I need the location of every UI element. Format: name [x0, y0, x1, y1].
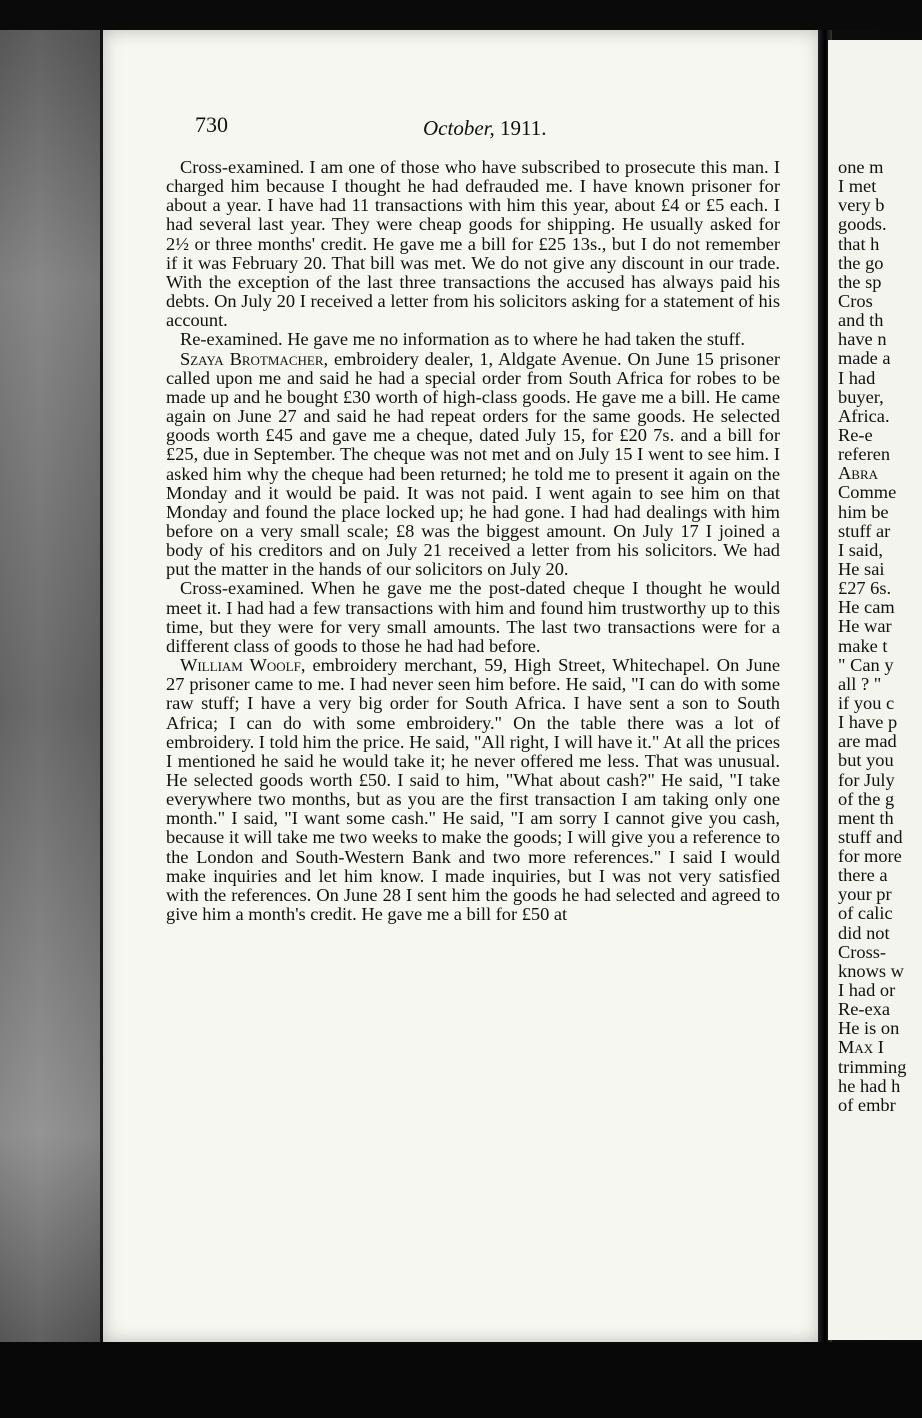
facing-page-line: the sp — [838, 271, 882, 292]
facing-page-line: the go — [838, 252, 884, 273]
top-shadow — [0, 0, 922, 30]
facing-page-line: stuff and — [838, 826, 903, 847]
facing-page-line: Max I — [838, 1037, 884, 1058]
facing-page-line: I had — [838, 367, 876, 388]
witness-name: William Woolf — [180, 655, 301, 676]
facing-page-line: Abra — [838, 463, 879, 484]
page-number: 730 — [195, 112, 228, 137]
facing-page-line: goods. — [838, 214, 887, 235]
facing-page-line: and th — [838, 310, 884, 331]
facing-page-line: I have p — [838, 712, 898, 733]
facing-page-line: Re-e — [838, 424, 873, 445]
facing-page-line: but you — [838, 750, 894, 771]
facing-page-line: He is on — [838, 1018, 900, 1039]
facing-page-line: did not — [838, 922, 890, 943]
paragraph — [166, 158, 780, 330]
paragraph-text: Re-examined. He gave me no information as to where he had taken the stuff. — [180, 329, 745, 350]
facing-page-line: " Can y — [838, 654, 894, 675]
paragraph-text: Cross-examined. I am one of those who have subscribed to prosecute this man. I charged him because I thought he had defrauded me. I have known prisoner for about a year. I have had 11 transactions with him this year, about £4 or £5 each. I had several last year. They were cheap goods for shipping. He usually asked for 2½ or three months' credit. He gave me a bill for £25 13s., but I do not remember if it was February 20. That bill was met. We do not give any discount in our trade. With the exception of the last three transactions the accused has always paid his debts. On July 20 I received a letter from his solicitors asking for a statement of his account. — [166, 157, 780, 331]
facing-page-line: very b — [838, 195, 885, 216]
paragraph-text: , embroidery merchant, 59, High Street, Whitechapel. On June 27 prisoner came to me. I had never seen him before. He said, "I can do with some raw stuff; I have a very big order for South Africa. I have sent a son to South Africa; I can do with some embroidery." On the table there was a lot of embroidery. I told him the price. He said, "All right, I will have it." At all the prices I mentioned he said he would take it; he never offered me less. That was unusual. He selected goods worth £50. I said to him, "What about cash?" He said, "I take everywhere two months, but as you are the first transaction I am taking only one month." I said, "I want some cash." He said, "I am sorry I cannot give you cash, because it will take me two weeks to make the goods; I will give you a reference to the London and South-Western Bank and two more references." I said I would make inquiries and let him know. I made inquiries, but I was not very satisfied with the references. On June 28 I sent him the goods he had selected and agreed to give him a month's credit. He gave me a bill for £50 at — [166, 655, 780, 925]
facing-page-text — [838, 158, 922, 1115]
paragraph-text: , embroidery dealer, 1, Aldgate Avenue. On June 15 prisoner called upon me and said he had a special order from South Africa for robes to be made up and he bought £30 worth of high-class goods. He gave me a bill. He came again on June 27 and said he had repeat orders for the same goods. He selected goods worth £45 and gave me a cheque, dated July 15, for £20 7s. and a bill for £25, due in September. The cheque was not met and on July 15 I went to see him. I asked him why the cheque had been returned; he told me to present it again on the Monday and it would be paid. It was not paid. I went again to see him on that Monday and found the place locked up; he had gone. I had had dealings with him before on a very small scale; £8 was the biggest amount. On July 17 I joined a body of his creditors and on July 21 received a letter from his solicitors. We had put the matter in the hands of our solicitors on July 20. — [166, 348, 780, 580]
facing-page-line: made a — [838, 348, 891, 369]
book-edge-left — [0, 0, 100, 1418]
facing-page-line: Cros — [838, 290, 873, 311]
facing-page-line: of the g — [838, 788, 895, 809]
facing-page-line: there a — [838, 865, 888, 886]
facing-page-line: He war — [838, 616, 892, 637]
paragraph — [166, 350, 780, 580]
running-title-month: October, — [423, 116, 495, 140]
bottom-shadow — [0, 1342, 922, 1418]
paragraph — [166, 579, 780, 656]
facing-page-line: referen — [838, 444, 891, 465]
facing-page-line: Africa. — [838, 405, 890, 426]
facing-page-line: if you c — [838, 692, 895, 713]
facing-page-line: trimming — [838, 1056, 907, 1077]
facing-page-line: he had h — [838, 1075, 901, 1096]
facing-page-line: for July — [838, 769, 895, 790]
running-title — [423, 116, 546, 141]
facing-page-line: one m — [838, 157, 884, 177]
facing-page-line: make t — [838, 635, 888, 656]
witness-name: Szaya Brotmacher — [180, 348, 324, 369]
facing-page-line: of calic — [838, 903, 893, 924]
facing-page-line: He cam — [838, 597, 895, 618]
facing-page-line: of embr — [838, 1094, 896, 1115]
facing-page-line: I said, — [838, 539, 883, 560]
facing-page-line: your pr — [838, 884, 892, 905]
facing-page-line: all ? " — [838, 673, 882, 694]
facing-page-line: Re-exa — [838, 999, 891, 1020]
page-header — [195, 112, 775, 142]
paragraph — [166, 330, 780, 349]
body-text — [166, 158, 780, 924]
facing-page-line: Cross- — [838, 941, 887, 962]
facing-page-line: I had or — [838, 980, 896, 1001]
facing-page-line: buyer, — [838, 386, 884, 407]
facing-page-line: that h — [838, 233, 880, 254]
facing-page-line: for more — [838, 846, 902, 867]
facing-page-line: knows w — [838, 960, 904, 981]
facing-page-line: are mad — [838, 731, 897, 752]
facing-page-line: Comme — [838, 482, 897, 503]
paragraph-text: Cross-examined. When he gave me the post-dated cheque I thought he would meet it. I had had a few transactions with him and found him trustworthy up to this time, but they were for very small amounts. The last two transactions were for a different class of goods to those he had had before. — [166, 578, 780, 656]
facing-page-line: £27 6s. — [838, 578, 892, 599]
paragraph — [166, 656, 780, 924]
running-title-year: 1911. — [494, 116, 547, 140]
facing-page-line: stuff ar — [838, 520, 891, 541]
facing-page-line: have n — [838, 329, 887, 350]
facing-page-line: him be — [838, 501, 889, 522]
facing-page-line: ment th — [838, 807, 894, 828]
facing-page-line: I met — [838, 176, 877, 197]
facing-page-line: He sai — [838, 558, 885, 579]
